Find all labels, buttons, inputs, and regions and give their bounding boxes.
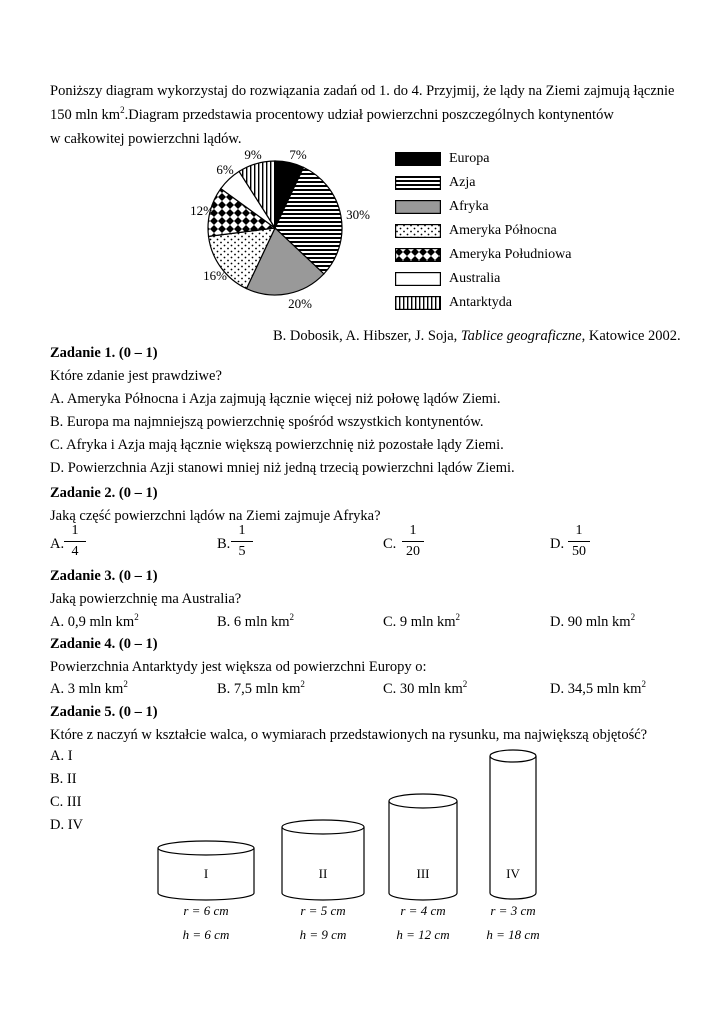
legend-swatch <box>395 176 441 190</box>
cylinder-height: h = 6 cm <box>182 927 230 942</box>
legend-label: Ameryka Południowa <box>449 246 572 262</box>
option-text: C. 30 mln km <box>383 681 463 697</box>
source-authors: B. Dobosik, A. Hibszer, J. Soja, <box>273 328 461 344</box>
task-5-question: Które z naczyń w kształcie walca, o wymiarach przedstawionych na rysunku, ma największą objętość? <box>50 727 648 743</box>
task-4-option-b[interactable] <box>217 681 305 698</box>
pie-label: 7% <box>289 147 307 162</box>
source-citation <box>273 328 681 345</box>
cylinder-radius: r = 5 cm <box>300 903 346 918</box>
legend-label: Australia <box>449 270 501 286</box>
intro-line-1: Poniższy diagram wykorzystaj do rozwiązania zadań od 1. do 4. Przyjmij, że lądy na Ziemi zajmują łącznie <box>50 83 675 99</box>
denominator: 50 <box>572 544 586 559</box>
cylinders-figure <box>140 740 580 955</box>
task-5-option-c[interactable]: C. III <box>50 794 82 810</box>
cylinder-label: IV <box>506 866 520 881</box>
pie-label: 16% <box>203 268 227 283</box>
superscript: 2 <box>289 612 295 623</box>
cylinder-height: h = 12 cm <box>396 927 450 942</box>
pie-label: 12% <box>190 203 214 218</box>
option-letter: B. <box>217 536 231 552</box>
numerator: 1 <box>71 523 79 538</box>
fraction <box>398 523 428 560</box>
option-text: D. 34,5 mln km <box>550 681 642 697</box>
legend-item <box>395 174 475 191</box>
legend-item <box>395 246 571 263</box>
task-5-header: Zadanie 5. (0 – 1) <box>50 704 158 720</box>
superscript: 2 <box>455 612 461 623</box>
legend-label: Ameryka Północna <box>449 222 557 238</box>
option-letter: A. <box>50 536 65 552</box>
legend-swatch <box>395 200 441 214</box>
task-5-option-b[interactable]: B. II <box>50 771 77 787</box>
source-rest: , Katowice 2002. <box>581 328 681 344</box>
fraction <box>564 523 594 560</box>
option-text: B. 7,5 mln km <box>217 681 301 697</box>
task-4-option-d[interactable] <box>550 681 646 698</box>
superscript: 2 <box>300 679 305 690</box>
legend-item <box>395 222 557 239</box>
legend-swatch <box>395 272 441 286</box>
superscript: 2 <box>123 679 128 690</box>
task-1-option-d[interactable]: D. Powierzchnia Azji stanowi mniej niż jedną trzecią powierzchni lądów Ziemi. <box>50 460 515 476</box>
task-2-question: Jaką część powierzchni lądów na Ziemi zajmuje Afryka? <box>50 508 381 524</box>
source-title: Tablice geograficzne <box>460 328 582 344</box>
superscript: 2 <box>134 612 139 623</box>
superscript: 2 <box>630 612 636 623</box>
cylinder-radius: r = 6 cm <box>183 903 229 918</box>
legend-swatch <box>395 248 441 262</box>
task-1-question: Które zdanie jest prawdziwe? <box>50 368 222 384</box>
legend-item <box>395 270 500 287</box>
cylinder-height: h = 9 cm <box>299 927 347 942</box>
task-1-header: Zadanie 1. (0 – 1) <box>50 345 158 361</box>
task-1-option-a[interactable]: A. Ameryka Północna i Azja zajmują łącznie więcej niż połowę lądów Ziemi. <box>50 391 501 407</box>
option-text: D. 90 mln km <box>550 614 631 630</box>
task-3-option-d[interactable] <box>550 614 635 631</box>
intro-line-2 <box>50 107 614 124</box>
cylinder-radius: r = 3 cm <box>490 903 536 918</box>
cylinder-height: h = 18 cm <box>486 927 540 942</box>
fraction <box>60 523 90 560</box>
task-4-option-a[interactable] <box>50 681 128 698</box>
intro-text: .Diagram przedstawia procentowy udział powierzchni poszczególnych kontynentów <box>124 107 614 123</box>
task-1-option-c[interactable]: C. Afryka i Azja mają łącznie większą powierzchnię niż pozostałe lądy Ziemi. <box>50 437 504 453</box>
pie-slices <box>208 161 342 295</box>
pie-label: 20% <box>288 296 312 311</box>
intro-text: 150 mln km <box>50 107 121 123</box>
fraction <box>227 523 257 560</box>
task-4-option-c[interactable] <box>383 681 467 698</box>
task-2-header: Zadanie 2. (0 – 1) <box>50 485 158 501</box>
cylinder-label: III <box>416 866 430 881</box>
superscript: 2 <box>120 105 125 116</box>
task-3-option-a[interactable] <box>50 614 139 631</box>
task-4-question: Powierzchnia Antarktydy jest większa od powierzchni Europy o: <box>50 659 427 675</box>
task-3-option-b[interactable] <box>217 614 294 631</box>
numerator: 1 <box>409 523 417 538</box>
legend-label: Afryka <box>449 198 489 214</box>
pie-label: 9% <box>244 147 262 162</box>
pie-label: 6% <box>216 162 234 177</box>
legend-swatch <box>395 224 441 238</box>
pie-label: 30% <box>346 207 370 222</box>
denominator: 5 <box>238 544 246 559</box>
legend-item <box>395 198 489 215</box>
denominator: 4 <box>71 544 79 559</box>
task-3-header: Zadanie 3. (0 – 1) <box>50 568 158 584</box>
cylinder-3 <box>389 794 457 900</box>
legend-label: Azja <box>449 174 476 190</box>
task-1-option-b[interactable]: B. Europa ma najmniejszą powierzchnię spośród wszystkich kontynentów. <box>50 414 484 430</box>
numerator: 1 <box>238 523 246 538</box>
option-letter: C. <box>383 536 397 552</box>
option-letter: D. <box>550 536 565 552</box>
task-3-question: Jaką powierzchnię ma Australia? <box>50 591 242 607</box>
legend-item <box>395 150 489 167</box>
cylinder-label: II <box>318 866 328 881</box>
denominator: 20 <box>406 544 420 559</box>
task-5-option-d[interactable]: D. IV <box>50 817 84 833</box>
pie-chart <box>170 145 380 315</box>
superscript: 2 <box>641 679 646 690</box>
legend-label: Europa <box>449 150 490 166</box>
cylinder-label: I <box>203 866 209 881</box>
legend-label: Antarktyda <box>449 294 512 310</box>
cylinder-radius: r = 4 cm <box>400 903 446 918</box>
option-text: C. 9 mln km <box>383 614 456 630</box>
task-4-header: Zadanie 4. (0 – 1) <box>50 636 158 652</box>
intro-line-3: w całkowitej powierzchni lądów. <box>50 131 242 147</box>
option-text: B. 6 mln km <box>217 614 290 630</box>
task-5-option-a[interactable]: A. I <box>50 748 73 764</box>
cylinder-2 <box>282 820 364 900</box>
superscript: 2 <box>462 679 468 690</box>
legend-swatch <box>395 152 441 166</box>
legend-swatch <box>395 296 441 310</box>
option-text: A. 0,9 mln km <box>50 614 135 630</box>
option-text: A. 3 mln km <box>50 681 124 697</box>
legend-item <box>395 294 512 311</box>
task-3-option-c[interactable] <box>383 614 460 631</box>
numerator: 1 <box>575 523 583 538</box>
